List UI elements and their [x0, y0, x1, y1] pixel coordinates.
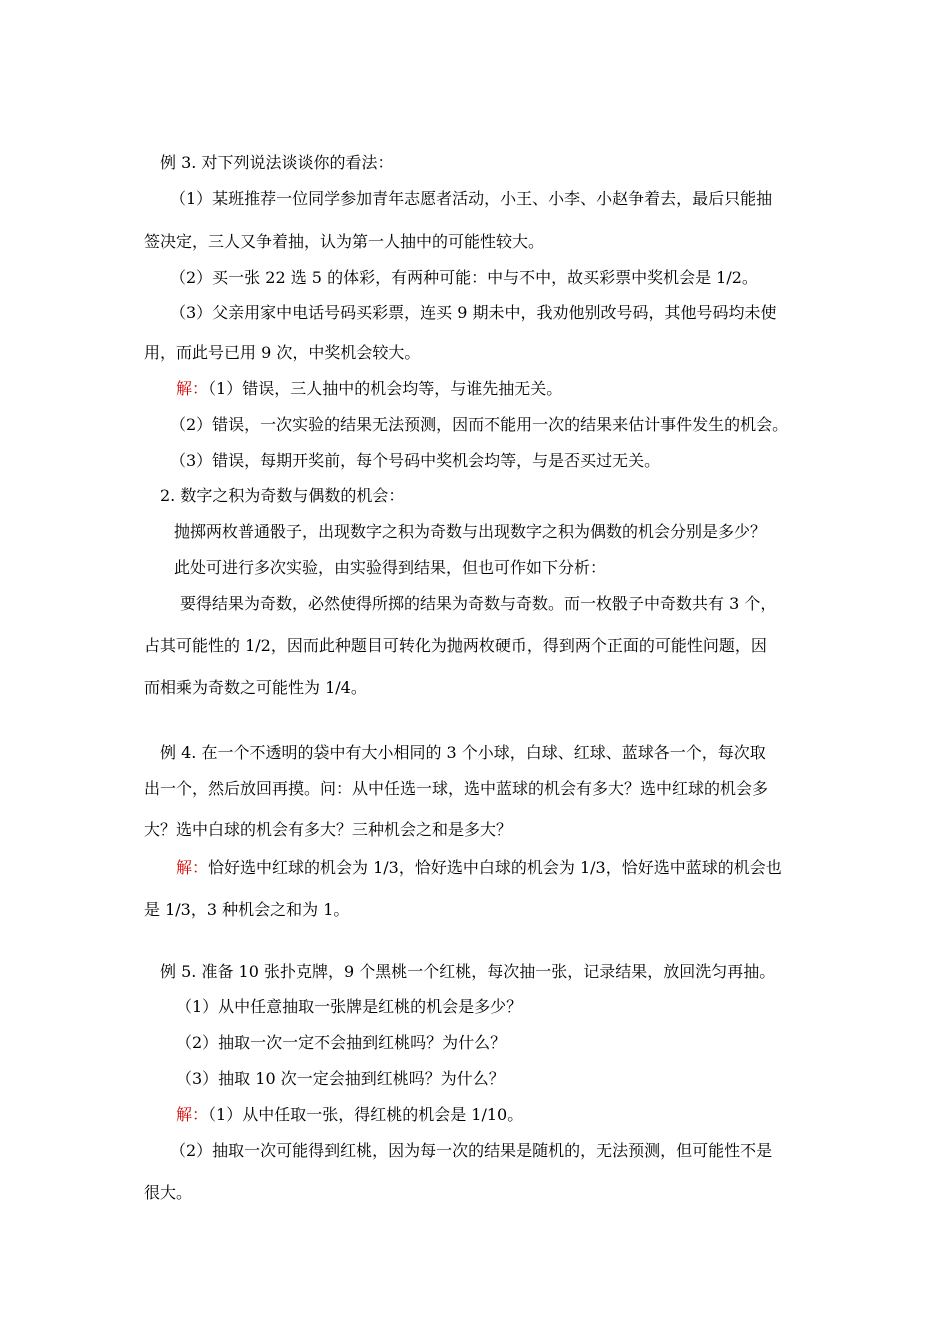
- example-3-item-3-line-2: 用，而此号已用 9 次，中奖机会较大。: [144, 343, 421, 362]
- example-3-item-2: （2）买一张 22 选 5 的体彩，有两种可能：中与不中，故买彩票中奖机会是 1/2。: [170, 268, 758, 287]
- example-5-solution-2-line-1: （2）抽取一次可能得到红桃，因为每一次的结果是随机的，无法预测，但可能性不是: [170, 1141, 773, 1160]
- example-3-item-1-line-1: （1）某班推荐一位同学参加青年志愿者活动，小王、小李、小赵争着去，最后只能抽: [170, 189, 773, 208]
- example-5-solution-2-line-2: 很大。: [144, 1183, 193, 1202]
- example-4-line-3: 大？选中白球的机会有多大？三种机会之和是多大？: [144, 820, 513, 839]
- example-5-question-1: （1）从中任意抽取一张牌是红桃的机会是多少？: [176, 997, 523, 1016]
- example-5-question-2: （2）抽取一次一定不会抽到红桃吗？为什么？: [176, 1033, 507, 1052]
- section-2-heading: 2. 数字之积为奇数与偶数的机会：: [160, 486, 405, 505]
- example-3-solution-line-1: [176, 379, 562, 399]
- example-5-solution-1: （1）从中任取一张，得红桃的机会是 1/10。: [208, 1105, 524, 1124]
- example-3-title: 例 3. 对下列说法谈谈你的看法：: [160, 153, 394, 172]
- example-3-item-1-line-2: 签决定，三人又争着抽，认为第一人抽中的可能性较大。: [144, 232, 545, 251]
- section-2-paragraph-1: 抛掷两枚普通骰子，出现数字之积为奇数与出现数字之积为偶数的机会分别是多少？: [174, 522, 767, 541]
- example-5-title: 例 5. 准备 10 张扑克牌，9 个黑桃一个红桃，每次抽一张，记录结果，放回洗匀再抽。: [160, 962, 776, 981]
- example-3-solution-1: （1）错误，三人抽中的机会均等，与谁先抽无关。: [208, 379, 563, 398]
- example-3-solution-3: （3）错误，每期开奖前，每个号码中奖机会均等，与是否买过无关。: [170, 451, 661, 470]
- example-5-question-3: （3）抽取 10 次一定会抽到红桃吗？为什么？: [176, 1069, 505, 1088]
- example-4-line-2: 出一个，然后放回再摸。问：从中任选一球，选中蓝球的机会有多大？选中红球的机会多: [144, 779, 769, 798]
- example-4-solution-text-1: 恰好选中红球的机会为 1/3，恰好选中白球的机会为 1/3，恰好选中蓝球的机会也: [208, 858, 782, 877]
- section-2-paragraph-3-line-2: 占其可能性的 1/2，因而此种题目可转化为抛两枚硬币，得到两个正面的可能性问题，因: [144, 636, 767, 655]
- example-4-solution-line-1: [176, 858, 782, 878]
- example-4-line-1: 例 4. 在一个不透明的袋中有大小相同的 3 个小球，白球、红球、蓝球各一个，每次取: [160, 743, 766, 762]
- solution-label: 解：: [176, 379, 209, 398]
- solution-label: 解：: [176, 858, 209, 877]
- solution-label: 解：: [176, 1105, 209, 1124]
- section-2-paragraph-2: 此处可进行多次实验，由实验得到结果，但也可作如下分析：: [174, 558, 607, 577]
- section-2-paragraph-3-line-3: 而相乘为奇数之可能性为 1/4。: [144, 678, 367, 697]
- example-5-solution-line-1: [176, 1105, 523, 1125]
- example-4-solution-line-2: 是 1/3，3 种机会之和为 1。: [144, 900, 350, 919]
- example-3-item-3-line-1: （3）父亲用家中电话号码买彩票，连买 9 期未中，我劝他别改号码，其他号码均未使: [170, 303, 777, 322]
- example-3-solution-2: （2）错误，一次实验的结果无法预测，因而不能用一次的结果来估计事件发生的机会。: [170, 415, 789, 434]
- section-2-paragraph-3-line-1: 要得结果为奇数，必然使得所掷的结果为奇数与奇数。而一枚骰子中奇数共有 3 个，: [180, 594, 777, 613]
